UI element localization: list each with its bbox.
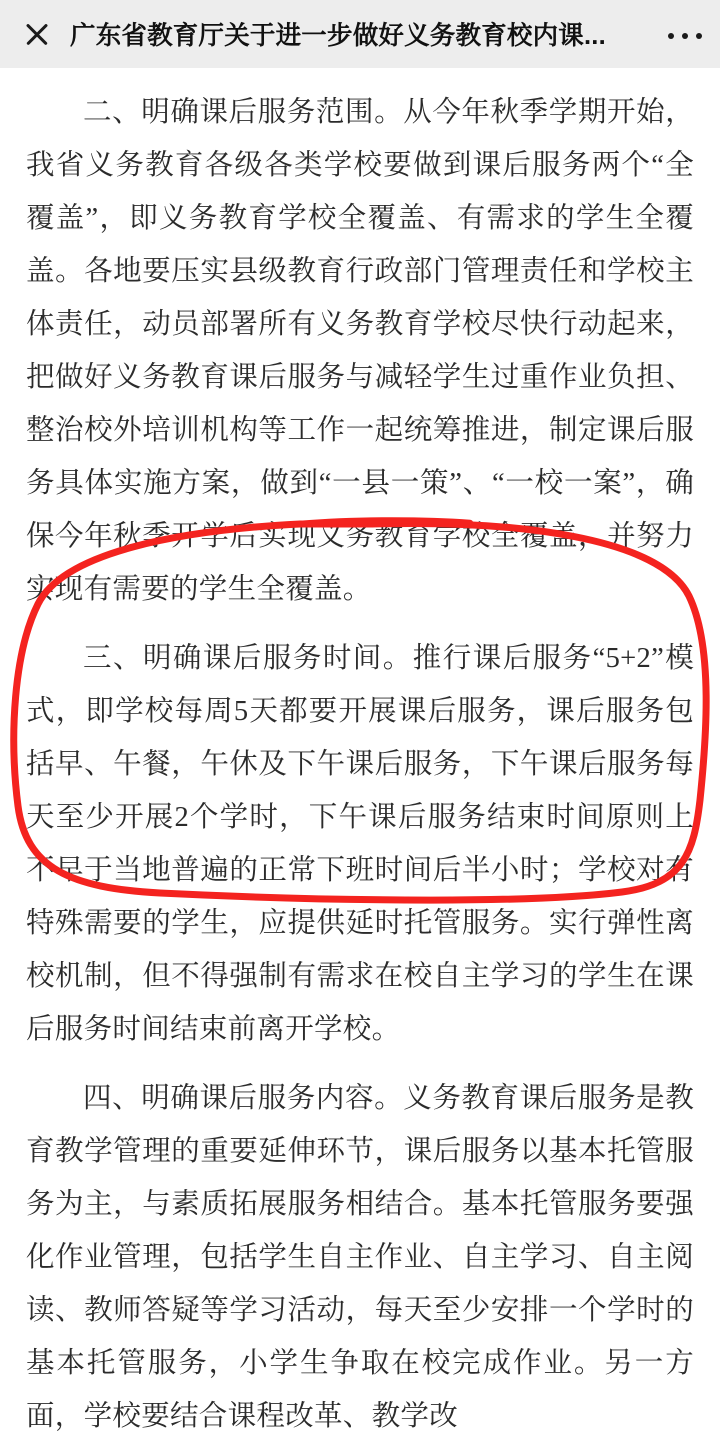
article-paragraph-4: 四、明确课后服务内容。义务教育课后服务是教育教学管理的重要延伸环节，课后服务以基本托管服务为主，与素质拓展服务相结合。基本托管服务要强化作业管理，包括学生自主作业、自主学习、自主阅读、教师答疑等学习活动，每天至少安排一个学时的基本托管服务，小学生争取在校完成作业。另一方面，学校要结合课程改革、教学改 [26,1083,694,1432]
dot [668,33,674,39]
dot [696,33,702,39]
article-paragraph-3-highlighted: 三、明确课后服务时间。推行课后服务“5+2”模式，即学校每周5天都要开展课后服务，课后服务包括早、午餐，午休及下午课后服务，下午课后服务每天至少开展2个学时，下午课后服务结束时间原则上不早于当地普遍的正常下班时间后半小时；学校对有特殊需要的学生，应提供延时托管服务。实行弹性离校机制，但不得强制有需求在校自主学习的学生在课后服务时间结束前离开学校。 [26,643,694,1045]
article-body [0,68,720,1443]
page-title: 广东省教育厅关于进一步做好义务教育校内课... [70,22,606,50]
top-navigation-bar [0,0,720,68]
dot [682,33,688,39]
close-icon[interactable] [20,17,54,51]
article-paragraph-2: 二、明确课后服务范围。从今年秋季学期开始，我省义务教育各级各类学校要做到课后服务两个“全覆盖”，即义务教育学校全覆盖、有需求的学生全覆盖。各地要压实县级教育行政部门管理责任和学校主体责任，动员部署所有义务教育学校尽快行动起来，把做好义务教育课后服务与减轻学生过重作业负担、整治校外培训机构等工作一起统筹推进，制定课后服务具体实施方案，做到“一县一策”、“一校一案”，确保今年秋季开学后实现义务教育学校全覆盖，并努力实现有需要的学生全覆盖。 [26,97,694,605]
more-dots-icon[interactable] [668,17,702,51]
